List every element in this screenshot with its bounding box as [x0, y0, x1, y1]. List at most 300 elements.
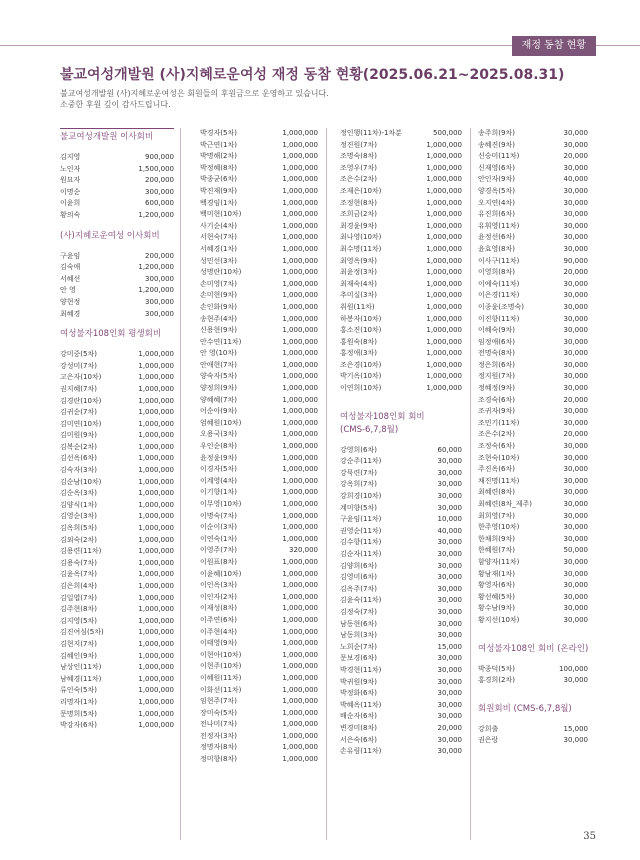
- donation-amount: 1,000,000: [282, 604, 318, 613]
- donation-amount: 1,000,000: [282, 384, 318, 393]
- donation-amount: 30,000: [563, 129, 588, 137]
- donor-name: 엄혜원(10차): [200, 418, 242, 427]
- donor-name: 송혜진(9차): [478, 140, 515, 149]
- donor-name: 조은수(2차): [340, 175, 377, 184]
- donor-row: [340, 279, 462, 291]
- donation-amount: 60,000: [437, 445, 462, 454]
- donor-row: [200, 522, 318, 534]
- donation-amount: 1,200,000: [138, 263, 174, 272]
- donor-name: 서은숙(6차): [340, 735, 377, 744]
- donor-name: 이연희(10차): [340, 384, 382, 393]
- donor-name: 박강자(6차): [60, 721, 97, 730]
- donor-row: [340, 325, 462, 337]
- donation-amount: 1,000,000: [138, 570, 174, 579]
- spacer: [340, 395, 462, 403]
- donation-amount: 30,000: [563, 534, 588, 543]
- donor-row: [340, 371, 462, 383]
- donor-name: 이영주(7차): [200, 546, 237, 555]
- donor-row: [60, 604, 174, 616]
- donation-amount: 1,000,000: [282, 210, 318, 219]
- donation-amount: 30,000: [563, 326, 588, 335]
- donor-row: [200, 429, 318, 441]
- donation-amount: 1,000,000: [138, 373, 174, 382]
- donor-row: [478, 511, 588, 523]
- donor-name: 하봉자(10차): [340, 314, 382, 323]
- donor-row: [200, 499, 318, 511]
- donor-name: 리명자(1차): [60, 697, 97, 706]
- donor-row: [60, 175, 174, 187]
- donation-amount: 30,000: [437, 654, 462, 663]
- donor-name: 이은경(11차): [478, 291, 520, 300]
- donor-name: 이원표(8차): [200, 557, 237, 566]
- donor-name: 황의숙: [60, 210, 81, 219]
- donation-amount: 30,000: [563, 615, 588, 624]
- donor-name: 김순남(10차): [60, 477, 102, 486]
- donation-amount: 1,000,000: [282, 708, 318, 717]
- donation-amount: 1,000,000: [282, 662, 318, 671]
- donation-amount: 1,000,000: [282, 360, 318, 369]
- donor-row: [200, 163, 318, 175]
- donor-name: 양숙자(5차): [200, 372, 237, 381]
- donor-row: [340, 445, 462, 457]
- donation-amount: 1,000,000: [282, 627, 318, 636]
- donation-amount: 20,000: [563, 430, 588, 439]
- donor-name: 박명해(2차): [200, 152, 237, 161]
- donation-amount: 1,000,000: [138, 524, 174, 533]
- donor-name: 남상인(11차): [60, 663, 102, 672]
- donor-row: [60, 639, 174, 651]
- donor-row: [200, 719, 318, 731]
- donation-amount: 30,000: [563, 163, 588, 172]
- donation-amount: 1,000,000: [138, 709, 174, 718]
- donor-name: 문보경(6차): [340, 654, 377, 663]
- donor-row: [478, 163, 588, 175]
- donor-row: [340, 746, 462, 758]
- donation-amount: 30,000: [437, 677, 462, 686]
- donation-amount: 1,000,000: [282, 140, 318, 149]
- donor-name: 남동현(6차): [340, 619, 377, 628]
- donor-row: [478, 302, 588, 314]
- donor-name: 이태영(9차): [200, 639, 237, 648]
- donation-amount: 1,000,000: [138, 431, 174, 440]
- donation-amount: 1,000,000: [426, 256, 462, 265]
- donor-row: [340, 267, 462, 279]
- donor-row: [478, 464, 588, 476]
- donor-row: [200, 337, 318, 349]
- spacer: [340, 437, 462, 445]
- donation-amount: 1,000,000: [282, 534, 318, 543]
- column-divider: [470, 128, 471, 840]
- donation-amount: 1,000,000: [282, 152, 318, 161]
- donation-amount: 1,000,000: [138, 582, 174, 590]
- donor-row: [200, 580, 318, 592]
- donor-row: [60, 593, 174, 605]
- donor-row: [340, 711, 462, 723]
- donor-row: [200, 627, 318, 639]
- donor-row: [340, 630, 462, 642]
- donation-amount: 1,000,000: [282, 476, 318, 485]
- donor-row: [200, 696, 318, 708]
- donor-row: [340, 163, 462, 175]
- donation-amount: 1,000,000: [138, 477, 174, 486]
- donation-amount: 30,000: [563, 592, 588, 601]
- donor-row: [340, 537, 462, 549]
- donor-row: [200, 661, 318, 673]
- donor-name: 이종윤(조명숙): [478, 302, 525, 311]
- donor-row: [478, 418, 588, 430]
- donor-name: 신용현(9차): [200, 326, 237, 335]
- donation-amount: 1,000,000: [282, 697, 318, 706]
- donor-row: [200, 256, 318, 268]
- donation-amount: 30,000: [563, 569, 588, 578]
- donation-amount: 1,000,000: [282, 129, 318, 137]
- donation-amount: 30,000: [563, 453, 588, 462]
- donation-amount: 1,000,000: [138, 558, 174, 567]
- donor-row: [340, 653, 462, 665]
- donor-name: 이윤희: [60, 199, 81, 208]
- donor-name: 이계영(4차): [200, 476, 237, 485]
- donor-row: [340, 151, 462, 163]
- donor-name: 손인화(9차): [200, 302, 237, 311]
- donation-amount: 30,000: [563, 279, 588, 288]
- intro-text: [60, 88, 329, 110]
- donor-row: [200, 221, 318, 233]
- donation-amount: 1,000,000: [282, 523, 318, 532]
- spacer: [60, 144, 174, 152]
- donation-amount: 1,000,000: [282, 488, 318, 497]
- donor-name: 강미중(5차): [60, 350, 97, 359]
- donation-amount: 1,000,000: [282, 337, 318, 346]
- spacer: [340, 403, 462, 411]
- donation-amount: 1,000,000: [282, 407, 318, 416]
- donor-name: 이순이(3차): [200, 523, 237, 532]
- section-heading: (사)지혜로운여성 이사회비: [60, 230, 160, 241]
- donor-name: 박근연(1차): [200, 140, 237, 149]
- donor-row: [60, 384, 174, 396]
- donor-row: [60, 697, 174, 709]
- donor-name: 황영자(6차): [478, 581, 515, 590]
- donor-row: [340, 314, 462, 326]
- donor-name: 한채희(9차): [478, 534, 515, 543]
- donor-name: 조경숙(6차): [478, 395, 515, 404]
- donation-amount: 1,000,000: [138, 639, 174, 648]
- donor-row: [200, 615, 318, 627]
- donor-row: [478, 580, 588, 592]
- donor-row: [200, 244, 318, 256]
- donor-row: [478, 429, 588, 441]
- donation-amount: 30,000: [437, 700, 462, 709]
- donor-row: [60, 465, 174, 477]
- donor-name: 윤정윤(9차): [200, 453, 237, 462]
- donor-row: [60, 407, 174, 419]
- donation-amount: 50,000: [563, 546, 588, 555]
- donor-row: [60, 558, 174, 570]
- donor-name: 김복순(2차): [60, 442, 97, 451]
- donation-amount: 1,000,000: [282, 731, 318, 740]
- donation-amount: 30,000: [437, 735, 462, 744]
- donor-row: [200, 487, 318, 499]
- section-heading: 불교여성개발원 이사회비: [60, 128, 174, 144]
- donor-name: 이명순: [60, 187, 81, 196]
- donor-row: [478, 290, 588, 302]
- donation-amount: 30,000: [563, 557, 588, 566]
- donor-row: [340, 642, 462, 654]
- donor-name: 양현정: [60, 297, 81, 306]
- donor-name: 권은랑: [478, 736, 499, 745]
- donor-row: [200, 545, 318, 557]
- donor-name: 서혜경(1차): [200, 244, 237, 253]
- donation-amount: 20,000: [563, 395, 588, 404]
- donor-row: [340, 232, 462, 244]
- donor-row: [478, 186, 588, 198]
- donor-row: [340, 468, 462, 480]
- intro-line: 불교여성개발원 (사)지혜로운여성은 회원들의 후원금으로 운영하고 있습니다.: [60, 89, 329, 98]
- donor-name: 황지선(10차): [478, 615, 520, 624]
- donor-name: 송주희(9차): [478, 129, 515, 137]
- donor-row: [60, 523, 174, 535]
- donor-row: [200, 592, 318, 604]
- donor-name: 정지원(7차): [478, 372, 515, 381]
- donation-amount: 1,000,000: [426, 152, 462, 161]
- donation-amount: 30,000: [563, 581, 588, 590]
- donor-name: 한주영(10차): [478, 523, 520, 532]
- donor-name: 김혜인(9차): [60, 651, 97, 660]
- donor-name: 계미향(5차): [340, 503, 377, 512]
- donor-name: 변경미(8차): [340, 723, 377, 732]
- donor-row: [478, 557, 588, 569]
- donor-name: 이주연(6차): [200, 615, 237, 624]
- donor-row: [478, 675, 588, 687]
- donor-name: 조영우(7차): [340, 163, 377, 172]
- donor-name: 조명숙(8차): [340, 152, 377, 161]
- donor-row: [200, 174, 318, 186]
- donor-name: 이화선(11차): [200, 685, 242, 694]
- donation-amount: 1,000,000: [426, 349, 462, 358]
- donation-amount: 1,000,000: [426, 163, 462, 172]
- donation-amount: 1,000,000: [282, 743, 318, 752]
- donor-name: 이윤혜(10차): [200, 569, 242, 578]
- donor-name: 정미향(8차): [200, 755, 237, 764]
- donor-column-2: [200, 128, 318, 766]
- spacer: [478, 635, 588, 643]
- donor-name: 전명숙(8차): [478, 349, 515, 358]
- donor-row: [60, 511, 174, 523]
- donor-name: 손미영(7차): [200, 279, 237, 288]
- donation-amount: 1,200,000: [138, 210, 174, 219]
- donor-name: 이연숙(1차): [200, 534, 237, 543]
- donor-row: [478, 209, 588, 221]
- donor-name: 최윤정(3차): [340, 268, 377, 277]
- donor-name: 추미실(3차): [340, 291, 377, 300]
- donation-amount: 30,000: [437, 631, 462, 640]
- donor-name: 취원(11차): [340, 302, 375, 311]
- donation-amount: 30,000: [437, 480, 462, 489]
- donation-amount: 1,000,000: [282, 557, 318, 566]
- donor-name: 김선옥(6차): [60, 454, 97, 463]
- donation-amount: 1,000,000: [138, 547, 174, 556]
- donor-name: 황선혜(5차): [478, 592, 515, 601]
- donor-name: 박경자(5차): [200, 129, 237, 137]
- donation-amount: 1,000,000: [282, 592, 318, 601]
- donor-name: 김양희(6차): [340, 561, 377, 570]
- donor-row: [478, 244, 588, 256]
- section-heading: 여성불자108인 회비 (온라인): [478, 643, 589, 654]
- donor-name: 안인자(9차): [478, 175, 515, 184]
- donor-row: [200, 395, 318, 407]
- donation-amount: 30,000: [437, 550, 462, 558]
- donor-name: 김귀순(7차): [60, 408, 97, 417]
- donor-name: 김숙자(3차): [60, 466, 97, 475]
- donor-row: [60, 396, 174, 408]
- donation-amount: 1,000,000: [282, 418, 318, 427]
- donor-row: [200, 453, 318, 465]
- donor-name: 김용숙(7차): [60, 558, 97, 567]
- donor-row: [478, 545, 588, 557]
- donation-amount: 20,000: [437, 723, 462, 732]
- donation-amount: 1,000,000: [426, 291, 462, 300]
- donor-name: 오용국(3차): [200, 430, 237, 439]
- donor-row: [478, 198, 588, 210]
- donation-amount: 30,000: [437, 503, 462, 512]
- donor-name: 황수남(9차): [478, 604, 515, 613]
- donor-name: 박기옥(10차): [340, 372, 382, 381]
- donor-row: [478, 603, 588, 615]
- donor-name: 최혜경: [60, 309, 81, 318]
- donation-amount: 1,000,000: [282, 279, 318, 288]
- donor-name: 전정자(3차): [200, 731, 237, 740]
- donor-name: 조재은(10차): [340, 186, 382, 195]
- donation-amount: 1,000,000: [282, 175, 318, 184]
- donor-row: [200, 371, 318, 383]
- donor-name: 안 영: [60, 286, 76, 295]
- donation-amount: 1,000,000: [426, 372, 462, 381]
- donor-name: 성민선(3차): [200, 256, 237, 265]
- donation-amount: 30,000: [563, 736, 588, 745]
- donor-name: 신승미(11차): [478, 152, 520, 161]
- donor-name: 주진옥(6차): [478, 465, 515, 474]
- donor-name: 조정현(8차): [340, 198, 377, 207]
- donor-name: 김영순(3차): [60, 512, 97, 521]
- spacer: [478, 656, 588, 664]
- donation-amount: 300,000: [145, 274, 174, 283]
- donor-row: [200, 650, 318, 662]
- donor-row: [478, 534, 588, 546]
- donor-row: [60, 546, 174, 558]
- donor-name: 이현주(10차): [200, 662, 242, 671]
- donor-row: [478, 499, 588, 511]
- donor-row: [200, 569, 318, 581]
- donor-name: 백미현(10차): [200, 210, 242, 219]
- spacer: [60, 341, 174, 349]
- donor-name: 박귀원(9차): [340, 677, 377, 686]
- donor-row: [478, 232, 588, 244]
- spacer: [478, 687, 588, 695]
- donor-row: [340, 688, 462, 700]
- donation-amount: 1,000,000: [282, 326, 318, 335]
- donor-row: [60, 453, 174, 465]
- donation-amount: 1,500,000: [138, 164, 174, 173]
- donor-row: [200, 476, 318, 488]
- donation-amount: 30,000: [563, 418, 588, 427]
- donor-name: 이경자(5차): [200, 465, 237, 474]
- donor-name: 김수향(11차): [340, 538, 382, 547]
- donation-amount: 1,000,000: [426, 186, 462, 195]
- spacer: [60, 320, 174, 328]
- donation-amount: 1,000,000: [282, 581, 318, 590]
- donation-amount: 1,000,000: [282, 198, 318, 207]
- donor-row: [60, 477, 174, 489]
- donor-name: 최경윤(9차): [340, 221, 377, 230]
- donor-row: [60, 651, 174, 663]
- donor-row: [200, 279, 318, 291]
- donation-amount: 30,000: [437, 712, 462, 721]
- donor-row: [60, 349, 174, 361]
- donor-name: 권지혜(7차): [60, 384, 97, 393]
- donation-amount: 1,000,000: [426, 326, 462, 335]
- donor-row: [60, 164, 174, 176]
- donor-row: [60, 309, 174, 321]
- donor-row: [200, 685, 318, 697]
- donation-amount: 1,000,000: [138, 663, 174, 672]
- donor-name: 구윤임: [60, 251, 81, 260]
- donation-amount: 1,000,000: [282, 395, 318, 404]
- donor-row: [200, 151, 318, 163]
- donor-name: 한혜원(7차): [478, 546, 515, 555]
- donor-row: [340, 209, 462, 221]
- donation-amount: 1,000,000: [138, 361, 174, 370]
- donation-amount: 30,000: [437, 689, 462, 698]
- donation-amount: 30,000: [563, 221, 588, 230]
- donation-amount: 30,000: [563, 337, 588, 346]
- donor-row: [340, 526, 462, 538]
- donation-amount: 30,000: [437, 468, 462, 477]
- section-heading: 여성불자108인회 평생회비: [60, 329, 162, 340]
- donor-row: [478, 522, 588, 534]
- donor-name: 고은자(10차): [60, 373, 102, 382]
- donor-row: [60, 251, 174, 263]
- donor-row: [60, 297, 174, 309]
- spacer: [478, 716, 588, 724]
- donor-name: 김경란(10차): [60, 396, 102, 405]
- donor-row: [200, 314, 318, 326]
- donor-row: [478, 174, 588, 186]
- donation-amount: 1,000,000: [282, 500, 318, 508]
- donor-name: 김옥주(7차): [340, 584, 377, 593]
- donor-name: 강옥희(7차): [340, 480, 377, 489]
- donor-row: [200, 464, 318, 476]
- donor-name: 정혜정(9차): [478, 384, 515, 393]
- donor-row: [340, 186, 462, 198]
- donor-name: 김외숙(2차): [60, 535, 97, 544]
- donor-row: [478, 615, 588, 627]
- donation-amount: 1,000,000: [138, 396, 174, 405]
- donation-amount: 15,000: [437, 642, 462, 651]
- donor-row: [340, 595, 462, 607]
- donation-amount: 1,000,000: [138, 512, 174, 521]
- donor-row: [200, 534, 318, 546]
- donor-name: 서현숙(7차): [200, 233, 237, 242]
- donor-name: 어순아(9차): [200, 407, 237, 416]
- donation-amount: 30,000: [563, 233, 588, 242]
- donation-amount: 1,000,000: [426, 233, 462, 242]
- donation-amount: 1,000,000: [282, 291, 318, 300]
- donation-amount: 1,000,000: [282, 673, 318, 682]
- donation-amount: 1,000,000: [282, 221, 318, 230]
- donor-row: [60, 372, 174, 384]
- donor-name: 양정희(9차): [200, 384, 237, 393]
- donor-row: [340, 383, 462, 395]
- donation-amount: 30,000: [563, 384, 588, 393]
